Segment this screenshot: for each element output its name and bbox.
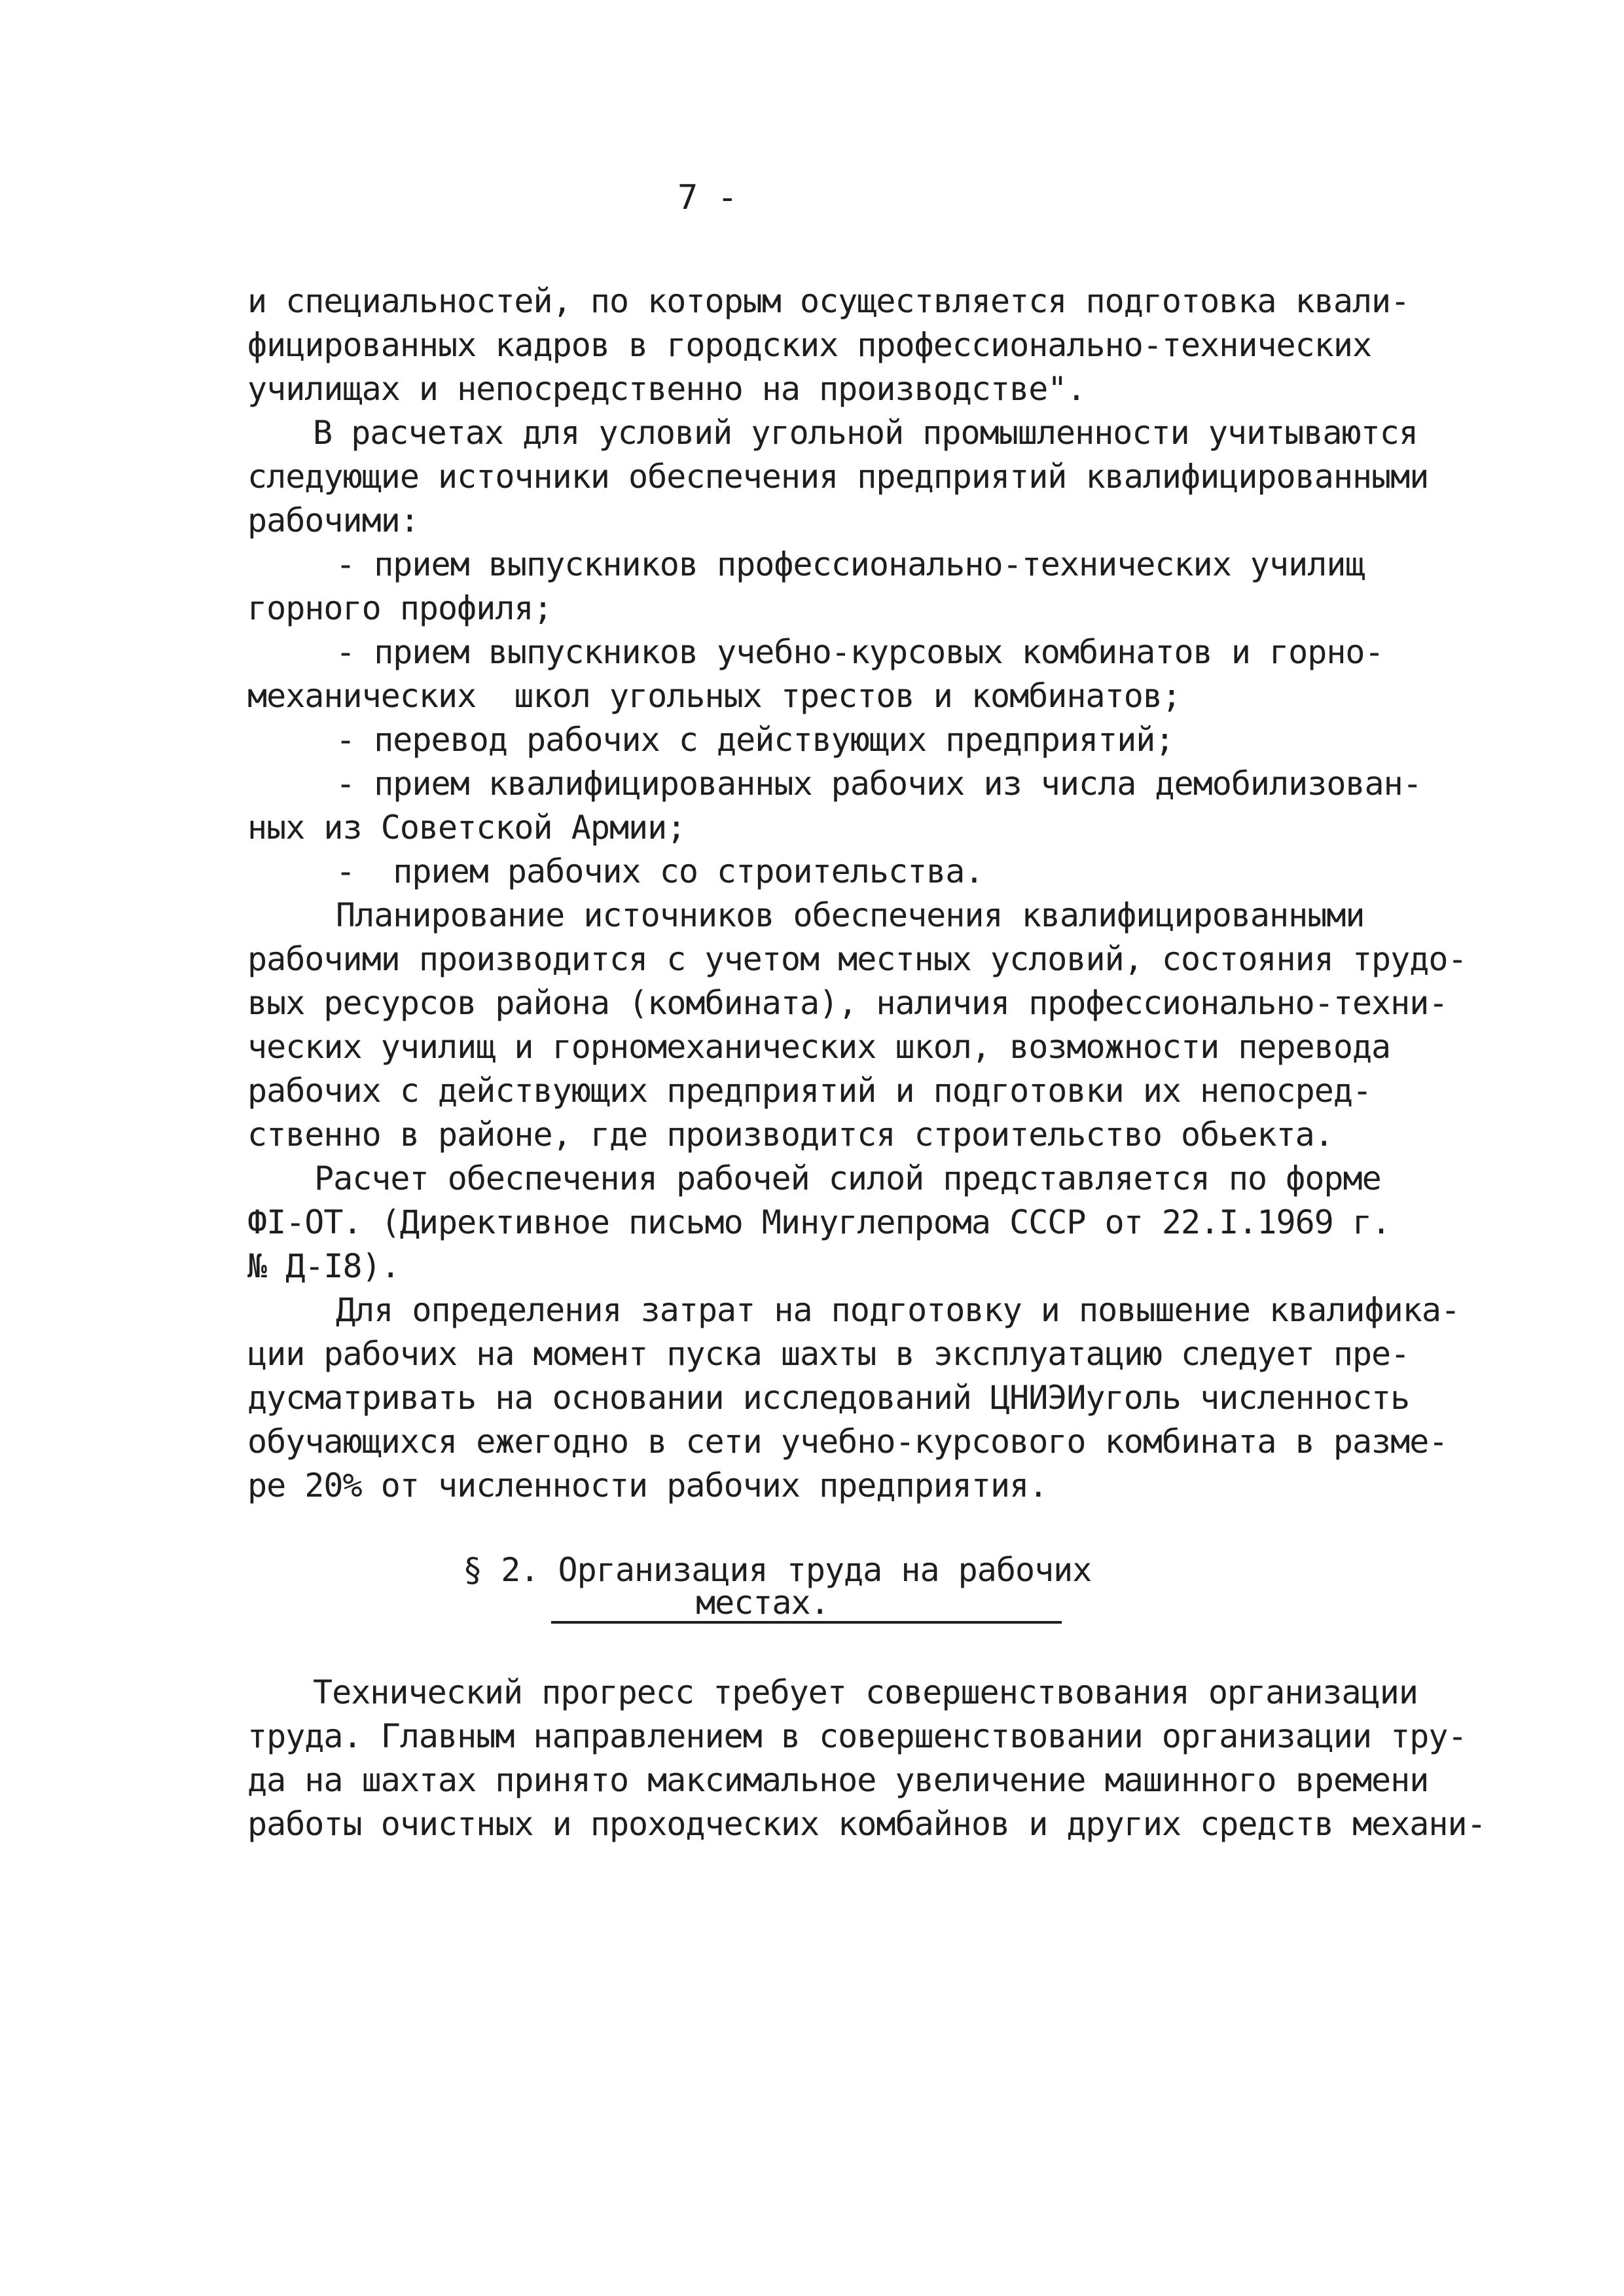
- text-line: труда. Главным направлением в совершенствовании организации тру-: [247, 1717, 1467, 1755]
- text-line: рабочими производится с учетом местных условий, состояния трудо-: [247, 940, 1467, 978]
- list-item: - прием выпускников профессионально-технических училищ: [336, 545, 1365, 583]
- section-heading: § 2. Организация труда на рабочих: [463, 1551, 1092, 1589]
- text-line: вых ресурсов района (комбината), наличия профессионально-техни-: [247, 984, 1448, 1022]
- heading-underline: [551, 1621, 1062, 1624]
- text-line: № Д-I8).: [247, 1247, 400, 1285]
- text-line: горного профиля;: [247, 589, 552, 627]
- text-line: обучающихся ежегодно в сети учебно-курсового комбината в разме-: [247, 1423, 1448, 1461]
- text-line: Для определения затрат на подготовку и повышение квалифика-: [336, 1291, 1460, 1329]
- list-item: - прием квалифицированных рабочих из числа демобилизован-: [336, 765, 1422, 803]
- text-line: ных из Советской Армии;: [247, 809, 686, 847]
- text-line: работы очистных и проходческих комбайнов и других средств механи-: [247, 1805, 1486, 1843]
- text-line: дусматривать на основании исследований ЦНИЭИуголь численность: [247, 1379, 1410, 1417]
- section-heading-continued: местах.: [696, 1584, 829, 1622]
- text-line: Планирование источников обеспечения квалифицированными: [336, 896, 1365, 934]
- text-line: Расчет обеспечения рабочей силой представляется по форме: [314, 1159, 1381, 1197]
- text-line: ре 20% от численности рабочих предприятия.: [247, 1467, 1048, 1504]
- text-line: ческих училищ и горномеханических школ, возможности перевода: [247, 1028, 1391, 1066]
- text-line: В расчетах для условий угольной промышленности учитываются: [313, 414, 1418, 452]
- text-line: механических школ угольных трестов и комбинатов;: [247, 677, 1182, 715]
- text-line: рабочих с действующих предприятий и подготовки их непосред-: [247, 1072, 1372, 1110]
- text-line: ственно в районе, где производится строительство обьекта.: [247, 1116, 1333, 1154]
- text-line: фицированных кадров в городских профессионально-технических: [247, 326, 1372, 364]
- text-line: да на шахтах принято максимальное увеличение машинного времени: [247, 1761, 1429, 1799]
- page-number: 7 -: [677, 178, 737, 217]
- list-item: - перевод рабочих с действующих предприятий;: [336, 721, 1174, 759]
- text-line: и специальностей, по которым осуществляется подготовка квали-: [247, 282, 1410, 320]
- text-line: ции рабочих на момент пуска шахты в эксплуатацию следует пре-: [247, 1335, 1410, 1373]
- text-line: ФI-ОТ. (Директивное письмо Минуглепрома СССР от 22.I.1969 г.: [247, 1203, 1391, 1241]
- text-line: Технический прогресс требует совершенствования организации: [313, 1673, 1418, 1711]
- text-line: следующие источники обеспечения предприятий квалифицированными: [247, 458, 1429, 496]
- list-item: - прием рабочих со строительства.: [336, 852, 984, 890]
- list-item: - прием выпускников учебно-курсовых комбинатов и горно-: [336, 633, 1384, 671]
- text-line: рабочими:: [247, 501, 419, 539]
- text-line: училищах и непосредственно на производстве".: [247, 370, 1086, 408]
